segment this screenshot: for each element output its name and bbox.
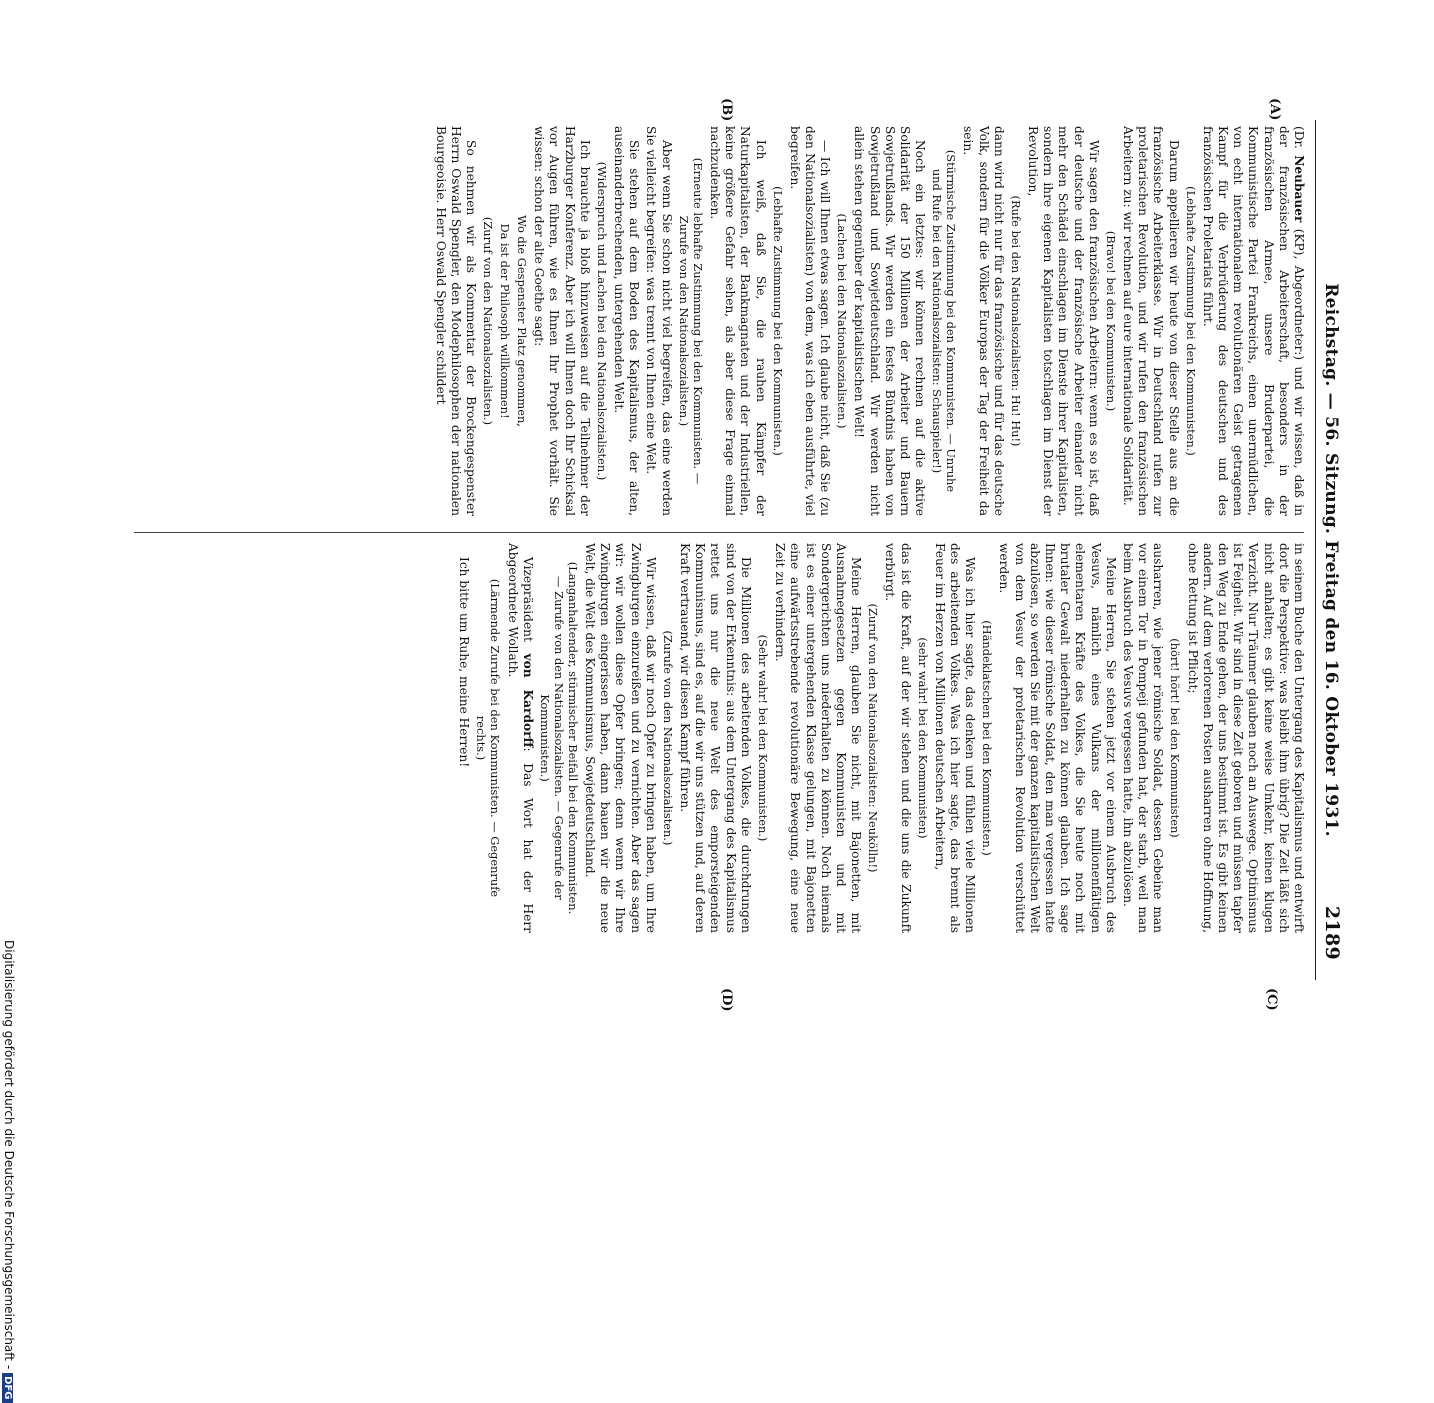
dfg-logo: DFG — [2, 1373, 13, 1402]
interjection: (Widerspruch und Lachen bei den Nationalsozialisten.) — [594, 161, 609, 481]
interjection: (Stürmische Zustimmung bei den Kommunisten. — Unruhe und Rufe bei den Nationalsozialisten: Schauspieler!) — [930, 149, 959, 493]
margin-marker-a: (A) — [1267, 98, 1282, 121]
paragraph: Meine Herren, glauben Sie nicht, mit Bajonetten, mit Ausnahmegesetzen gegen Kommunisten und mit Sondergerichten uns niederhalten zu können. Noch niemals ist es einer untergehenden Klasse gelungen, mit Bajonetten eine aufwärtsstrebende revolutionäre Bewegung, eine neue Zeit zu verhindern. — [773, 543, 864, 933]
interjection: (Rufe bei den Nationalsozialisten: Hu! Hu!) — [1008, 195, 1023, 447]
digitization-credit — [2, 940, 16, 1403]
paragraph: Meine Herren, Sie stehen jetzt vor einem Ausbruch des Vesuvs, nämlich eines Vulkans der millionenfältigen elementaren Kräfte des Volkes, die Sie heute noch mit brutaler Gewalt niederhalten zu können glauben. Ich sage Ihnen: wie dieser römische Soldat, den man vergessen hatte abzulösen, so werden Sie mit der ganzen kapitalistischen Welt von dem Vesuv der proletarischen Revolution verschüttet werden. — [997, 543, 1118, 933]
paragraph: Aber wenn Sie schon nicht viel begreifen, das eine werden Sie vielleicht begreifen: was trennt von Ihnen eine Welt. — [644, 126, 674, 516]
verse-line: Da ist der Philosoph willkommen! — [498, 223, 513, 419]
paragraph: in seinem Buche den Untergang des Kapitalismus und entwirft dort die Perspektive: was bleibt ihm übrig? Die Zeit läßt sich nicht anhalten; es gibt keine weise Umkehr, keinen klugen Verzicht. Nur Träumer glauben noch an Auswege. Optimismus ist Feigheit. Wir sind in diese Zeit geboren und müssen tapfer den Weg zu Ende gehen, der uns bestimmt ist. Es gibt keinen andern. Auf dem verlorenen Posten ausharren ohne Hoffnung, ohne Rettung ist Pflicht; — [1185, 543, 1306, 933]
interjection: (Lachen bei den Nationalsozialisten.) — [835, 213, 850, 429]
paragraph: Wir sagen den französischen Arbeitern: wenn es so ist, daß der deutsche und der französische Arbeiter einander nicht mehr den Schädel einschlagen im Dienste ihrer Kapitalisten, sondern ihre eigenen Kapitalisten totschlagen im Dienst der Revolution, — [1025, 126, 1101, 516]
interjection: (Zurufe von den Nationalsozialisten.) — [660, 630, 675, 846]
verse-line: Wo die Gespenster Platz genommen, — [515, 215, 530, 427]
paragraph: dann wird nicht nur für das französische und für das deutsche Volk, sondern für die Völker Europas der Tag der Freiheit da sein. — [961, 126, 1006, 516]
paragraph: — Ich will Ihnen etwas sagen. Ich glaube nicht, daß Sie (zu den Nationalsozialisten) von dem, was ich eben ausführte, viel begreifen. — [787, 126, 833, 516]
paragraph: Ich bitte um Ruhe, meine Herren! — [457, 557, 472, 768]
interjection: (Lebhafte Zustimmung bei den Kommunisten.) — [1183, 186, 1198, 456]
paragraph: So nehmen wir als Kommentar der Brockengespenster Herrn Oswald Spengler, den Modephilosophen der nationalen Bourgeoisie. Herr Oswald Spengler schildert — [433, 126, 479, 516]
column-divider — [134, 532, 1304, 533]
interjection: (Langanhaltender, stürmischer Beifall bei den Kommunisten. — Zurufe von den Nationalsozialisten. — Gegenrufe der Kommunisten.) — [537, 561, 580, 915]
paragraph: Die Millionen des arbeitenden Volkes, die durchdrungen sind von der Erkenntnis: aus dem Untergang des Kapitalismus rettet uns nur die neue Welt des emporsteigenden Kommunismus, sind es, auf die wir uns stützen und, auf deren Kraft vertrauend, wir diesen Kampf führen. — [678, 543, 753, 933]
paragraph: Noch ein letztes: wir können rechnen auf die aktive Solidarität der 150 Millionen der Arbeiter und Bauern Sowjetrußlands. Wir werden ein festes Bündnis haben von Sowjetrußland und Sowjetdeutschland. Wir werden nicht allein stehen gegenüber der kapitalistischen Welt! — [852, 126, 928, 516]
paragraph: Ich weiß, daß Sie, die rauhen Kämpfer der Naturkapitalisten, der Bankmagnaten und der Industriellen, keine größere Gefahr sehen, als aber diese Frage einmal nachzudenken. — [707, 126, 768, 516]
interjection: (Erneute lebhafte Zustimmung bei den Kommunisten. — Zurufe von den Nationalsozialisten.) — [676, 157, 705, 485]
interjection: (Lebhafte Zustimmung bei den Kommunisten.) — [770, 186, 785, 456]
margin-marker-c: (C) — [1264, 988, 1279, 1011]
speaker-name: Neubauer — [1292, 155, 1306, 223]
paragraph: ausharren, wie jener römische Soldat, dessen Gebeine man vor einem Tor in Pompeji gefunden hat, der starb, weil man beim Ausbruch des Vesuvs vergessen hatte, ihn abzulösen. — [1120, 543, 1166, 933]
running-title: Reichstag. — 56. Sitzung. Freitag den 16. Oktober 1931. — [1321, 283, 1341, 837]
interjection: (Lärmende Zurufe bei den Kommunisten. — Gegenrufe rechts.) — [474, 578, 503, 898]
paragraph: Was ich hier sagte, das denken und fühlen viele Millionen des arbeitenden Volkes. Was ich hier sagte, das brennt als Feuer im Herzen von Millionen deutschen Arbeitern, — [932, 543, 978, 933]
left-column — [430, 126, 1306, 516]
paragraph: Wir wissen, daß wir noch Opfer zu bringen haben, um Ihre Zwingburgen einzureißen und zu vernichten. Aber das sagen wir: wir wollen diese Opfer bringen; denn wenn wir Ihre Zwingburgen eingerissen haben, dann bauen wir die neue Welt, die Welt des Kommunismus, Sowjetdeutschland. — [583, 543, 658, 933]
interjection: (hört! hört! bei den Kommunisten) — [1168, 638, 1183, 838]
credit-text: Digitalisierung gefördert durch die Deutsche Forschungsgemeinschaft - — [2, 940, 16, 1370]
speaker-name: von Kardorff — [520, 653, 535, 748]
interjection: (Sehr wahr! bei den Kommunisten.) — [755, 634, 770, 842]
paragraph: (Dr. Neubauer (KP), Abgeordneter:) und wir wissen, daß in der französischen Arbeiterschaft, besonders in der französischen Armee, unsere Bruderpartei, die Kommunistische Partei Frankreichs, einen unermüdlichen, von echt internationalem revolutionären Geist getragenen Kampf für die Verbrüderung des deutschen und des französischen Proletariats führt. — [1200, 126, 1306, 516]
paragraph: das ist die Kraft, auf der wir stehen und die uns die Zukunft verbürgt. — [883, 543, 913, 933]
interjection: (Bravo! bei den Kommunisten.) — [1103, 230, 1118, 412]
header-rule — [1315, 120, 1316, 980]
interjection: (sehr wahr! bei den Kommunisten) — [915, 637, 930, 839]
margin-marker-d: (D) — [719, 988, 734, 1012]
interjection: (Zuruf von den Nationalsozialisten.) — [481, 216, 496, 426]
paragraph: Ich brauchte ja bloß hinzuweisen auf die Teilnehmer der Harzburger Konferenz. Aber ich will Ihnen doch Ihr Schicksal vor Augen führen, wie es Ihnen Ihr Prophet vorhält. Sie wissen: schon der alte Goethe sagt: — [532, 126, 592, 516]
interjection: (Händeklatschen bei den Kommunisten.) — [980, 620, 995, 856]
paragraph: Sie stehen auf dem Boden des Kapitalismus, der alten, auseinanderbrechenden, untergehenden Welt. — [612, 126, 642, 516]
interjection: (Zuruf von den Nationalsozialisten: Neukölln!) — [866, 603, 881, 873]
right-column — [454, 543, 1306, 933]
page-number: 2189 — [1321, 905, 1343, 960]
paragraph: Darum appellieren wir heute von dieser Stelle aus an die französische Arbeiterklasse. Wir in Deutschland rufen zur proletarischen Revolution, und wir rufen den französischen Arbeitern zu: wir rechnen auf eure internationale Solidarität. — [1120, 126, 1181, 516]
paragraph: Vizepräsident von Kardorff: Das Wort hat der Herr Abgeordnete Wollath. — [505, 543, 535, 933]
margin-marker-b: (B) — [719, 98, 734, 122]
